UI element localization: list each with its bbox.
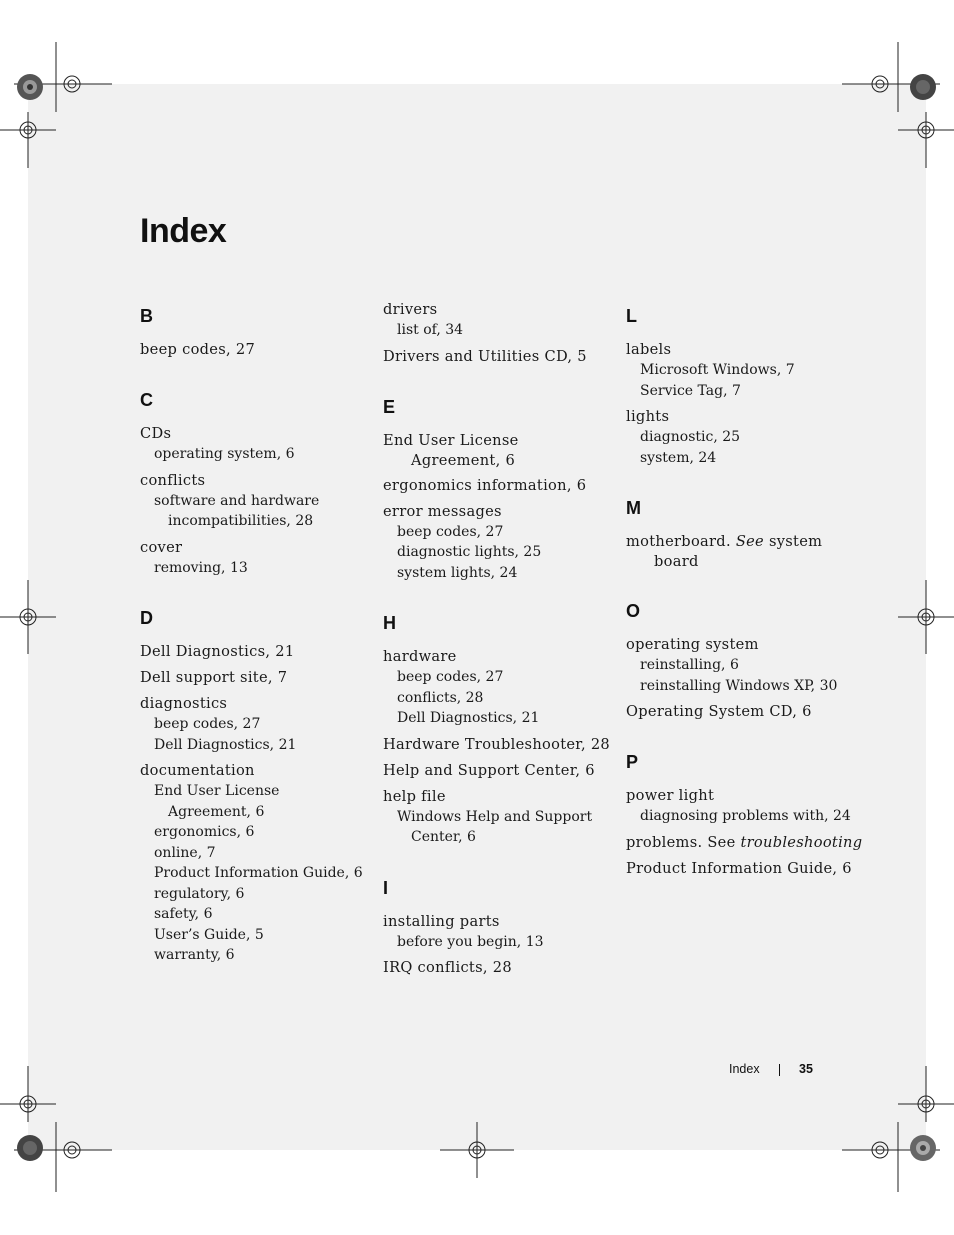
index-entry: [140, 471, 380, 532]
index-entry: [140, 694, 380, 755]
index-column-3: [626, 300, 866, 909]
index-subentry: reinstalling Windows XP, 30: [640, 677, 838, 694]
index-term: conflicts: [140, 471, 206, 489]
section-letter: D: [140, 608, 153, 628]
index-subentry: ergonomics, 6: [154, 824, 255, 840]
section-letter: E: [383, 396, 396, 417]
index-subentry: diagnosing problems with, 24: [640, 808, 851, 824]
index-entry: [140, 642, 380, 662]
index-entry: [626, 635, 866, 696]
index-term: End User License: [383, 431, 519, 449]
index-subentry: safety, 6: [154, 906, 213, 922]
index-subentry: system, 24: [640, 449, 717, 466]
index-subentry: diagnostic, 25: [640, 429, 741, 445]
index-subentry: removing, 13: [154, 559, 248, 576]
index-section: [383, 397, 623, 584]
index-term: Help and Support Center, 6: [383, 761, 595, 779]
index-subentry: diagnostic lights, 25: [397, 544, 542, 560]
index-term: power light: [626, 787, 715, 804]
index-subentry: Microsoft Windows, 7: [640, 362, 795, 378]
index-subentry: before you begin, 13: [397, 933, 544, 950]
index-term: beep codes, 27: [140, 341, 256, 358]
index-column-2: [383, 300, 623, 1008]
index-column-1: [140, 300, 380, 996]
index-term: Hardware Troubleshooter, 28: [383, 735, 611, 753]
index-section: [140, 306, 380, 360]
index-entry: [140, 538, 380, 579]
index-entry: [383, 300, 623, 341]
index-subentry: operating system, 6: [154, 446, 295, 462]
index-entry: [383, 735, 623, 755]
index-entry: [626, 340, 866, 401]
index-section: [626, 306, 866, 468]
index-section: [626, 601, 866, 722]
section-letter: H: [383, 613, 396, 633]
index-term: labels: [626, 341, 672, 358]
index-term: problems. See troubleshooting: [626, 833, 863, 851]
index-entry: [626, 532, 866, 571]
index-entry: [383, 958, 623, 978]
index-entry: [383, 647, 623, 729]
index-entry: [140, 340, 380, 360]
index-entry: [383, 476, 623, 496]
index-subentry: Product Information Guide, 6: [154, 865, 363, 881]
index-subentry: End User License: [154, 783, 280, 799]
index-subentry: Windows Help and Support: [397, 808, 593, 825]
index-entry: [626, 859, 866, 879]
index-entry: [626, 702, 866, 722]
index-subentry: software and hardware: [154, 492, 320, 509]
index-subentry: beep codes, 27: [154, 716, 261, 732]
index-subentry: User’s Guide, 5: [154, 926, 264, 943]
index-subentry: regulatory, 6: [154, 885, 245, 902]
index-subentry-continuation: incompatibilities, 28: [168, 513, 314, 529]
index-subentry: Service Tag, 7: [640, 382, 741, 399]
page-number: 35: [799, 1062, 813, 1076]
index-term: cover: [140, 538, 183, 556]
index-term-continuation: Agreement, 6: [411, 451, 516, 469]
index-entry: [383, 912, 623, 953]
index-term-continuation: board: [654, 553, 699, 570]
section-letter: P: [626, 752, 639, 772]
section-letter: B: [140, 306, 153, 326]
index-entry: [383, 787, 623, 848]
index-entry: [140, 424, 380, 465]
index-entry: [140, 668, 380, 688]
footer-separator: [779, 1064, 780, 1076]
index-section: [383, 613, 623, 848]
section-letter: C: [140, 390, 153, 410]
index-term: motherboard. See system: [626, 533, 823, 550]
index-section: [383, 878, 623, 979]
index-entry: [383, 347, 623, 367]
index-subentry-continuation: Center, 6: [411, 829, 476, 845]
index-entry: [626, 833, 866, 853]
section-letter: I: [383, 877, 389, 898]
index-section: [140, 390, 380, 578]
index-term: Operating System CD, 6: [626, 703, 812, 720]
index-term: hardware: [383, 648, 457, 665]
index-term: Drivers and Utilities CD, 5: [383, 347, 587, 365]
index-section: [626, 752, 866, 879]
index-term: lights: [626, 408, 670, 425]
index-subentry: list of, 34: [397, 322, 464, 338]
section-letter: L: [626, 306, 637, 326]
index-term: IRQ conflicts, 28: [383, 959, 512, 976]
footer-section-label: Index: [729, 1062, 760, 1076]
index-subentry: Dell Diagnostics, 21: [154, 736, 297, 753]
index-subentry: reinstalling, 6: [640, 657, 739, 673]
index-term: drivers: [383, 301, 438, 318]
index-subentry: online, 7: [154, 844, 216, 861]
index-subentry-continuation: Agreement, 6: [168, 803, 265, 820]
index-subentry: Dell Diagnostics, 21: [397, 710, 540, 726]
index-entry: [383, 502, 623, 584]
index-term: help file: [383, 787, 446, 805]
index-section: [140, 608, 380, 966]
index-term: operating system: [626, 636, 759, 653]
index-term: ergonomics information, 6: [383, 476, 587, 494]
index-term: CDs: [140, 425, 172, 442]
index-term: diagnostics: [140, 695, 228, 712]
index-subentry: beep codes, 27: [397, 669, 504, 685]
section-letter: O: [626, 601, 641, 621]
index-entry: [626, 407, 866, 468]
index-subentry: system lights, 24: [397, 564, 518, 581]
page-title: Index: [140, 212, 227, 250]
index-entry: [140, 761, 380, 966]
index-term: documentation: [140, 762, 255, 779]
index-term: Product Information Guide, 6: [626, 859, 852, 877]
index-term: error messages: [383, 502, 502, 520]
index-subentry: beep codes, 27: [397, 523, 504, 540]
index-entry: [626, 786, 866, 827]
index-section: [626, 498, 866, 571]
index-entry: [383, 431, 623, 470]
index-term: Dell Diagnostics, 21: [140, 643, 295, 660]
index-entry: [383, 761, 623, 781]
index-term: Dell support site, 7: [140, 669, 288, 686]
index-term: installing parts: [383, 912, 500, 930]
index-subentry: conflicts, 28: [397, 689, 484, 706]
index-subentry: warranty, 6: [154, 947, 235, 963]
section-letter: M: [626, 498, 641, 518]
index-section: [383, 300, 623, 367]
